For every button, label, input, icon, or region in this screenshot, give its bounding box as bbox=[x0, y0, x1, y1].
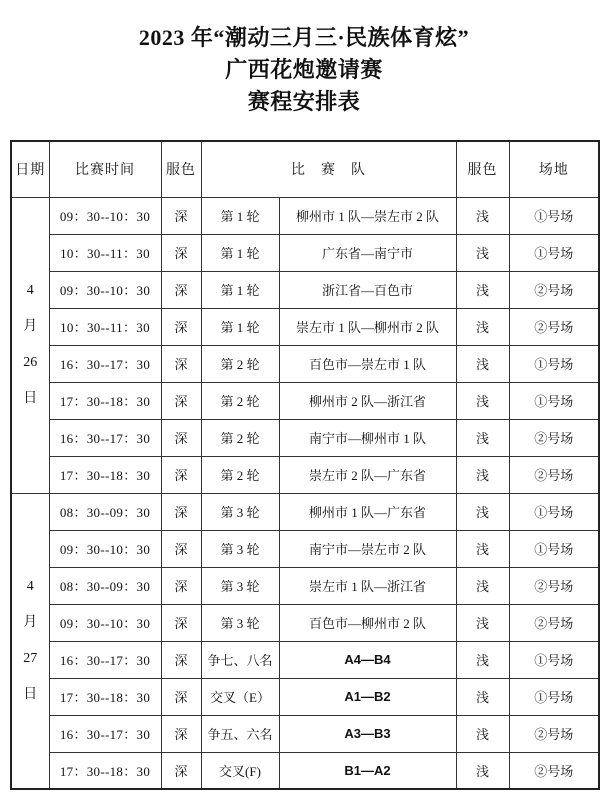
date-part: 月 bbox=[23, 319, 38, 334]
table-row bbox=[11, 308, 599, 345]
table-row bbox=[11, 456, 599, 493]
time-cell: 09：30--10：30 bbox=[49, 271, 161, 308]
teams-cell: 崇左市 1 队—浙江省 bbox=[279, 567, 456, 604]
venue-cell: ①号场 bbox=[509, 530, 599, 567]
venue-cell: ①号场 bbox=[509, 382, 599, 419]
document-title bbox=[0, 0, 608, 118]
away-color-cell: 浅 bbox=[456, 419, 509, 456]
table-row bbox=[11, 382, 599, 419]
teams-cell: 崇左市 1 队—柳州市 2 队 bbox=[279, 308, 456, 345]
home-color-cell: 深 bbox=[161, 345, 201, 382]
home-color-cell: 深 bbox=[161, 641, 201, 678]
home-color-cell: 深 bbox=[161, 419, 201, 456]
away-color-cell: 浅 bbox=[456, 752, 509, 789]
header-venue: 场地 bbox=[509, 141, 599, 197]
home-color-cell: 深 bbox=[161, 308, 201, 345]
title-line-2: 广西花炮邀请赛 bbox=[225, 57, 383, 82]
away-color-cell: 浅 bbox=[456, 271, 509, 308]
home-color-cell: 深 bbox=[161, 678, 201, 715]
venue-cell: ②号场 bbox=[509, 419, 599, 456]
round-cell: 第 1 轮 bbox=[201, 234, 279, 271]
teams-cell: 广东省—南宁市 bbox=[279, 234, 456, 271]
teams-cell: 南宁市—柳州市 1 队 bbox=[279, 419, 456, 456]
teams-cell: 崇左市 2 队—广东省 bbox=[279, 456, 456, 493]
round-cell: 第 3 轮 bbox=[201, 604, 279, 641]
home-color-cell: 深 bbox=[161, 604, 201, 641]
round-cell: 第 3 轮 bbox=[201, 530, 279, 567]
round-cell: 第 2 轮 bbox=[201, 382, 279, 419]
home-color-cell: 深 bbox=[161, 493, 201, 530]
away-color-cell: 浅 bbox=[456, 530, 509, 567]
teams-cell: 柳州市 1 队—广东省 bbox=[279, 493, 456, 530]
date-part: 月 bbox=[23, 614, 38, 630]
time-cell: 09：30--10：30 bbox=[49, 530, 161, 567]
venue-cell: ①号场 bbox=[509, 234, 599, 271]
round-cell: 第 3 轮 bbox=[201, 567, 279, 604]
date-part: 4 bbox=[26, 578, 34, 594]
venue-cell: ①号场 bbox=[509, 678, 599, 715]
home-color-cell: 深 bbox=[161, 456, 201, 493]
home-color-cell: 深 bbox=[161, 530, 201, 567]
time-cell: 08：30--09：30 bbox=[49, 493, 161, 530]
schedule-body bbox=[11, 197, 599, 789]
away-color-cell: 浅 bbox=[456, 493, 509, 530]
venue-cell: ②号场 bbox=[509, 308, 599, 345]
time-cell: 10：30--11：30 bbox=[49, 308, 161, 345]
venue-cell: ②号场 bbox=[509, 752, 599, 789]
round-cell: 第 2 轮 bbox=[201, 456, 279, 493]
venue-cell: ②号场 bbox=[509, 567, 599, 604]
teams-cell: 南宁市—崇左市 2 队 bbox=[279, 530, 456, 567]
header-date: 日期 bbox=[11, 141, 49, 197]
time-cell: 16：30--17：30 bbox=[49, 419, 161, 456]
table-row bbox=[11, 567, 599, 604]
time-cell: 08：30--09：30 bbox=[49, 567, 161, 604]
venue-cell: ②号场 bbox=[509, 604, 599, 641]
venue-cell: ②号场 bbox=[509, 456, 599, 493]
date-part: 日 bbox=[23, 391, 38, 406]
away-color-cell: 浅 bbox=[456, 641, 509, 678]
table-row bbox=[11, 493, 599, 530]
away-color-cell: 浅 bbox=[456, 715, 509, 752]
away-color-cell: 浅 bbox=[456, 382, 509, 419]
date-part: 27 bbox=[23, 650, 38, 666]
header-home-color: 服色 bbox=[161, 141, 201, 197]
venue-cell: ②号场 bbox=[509, 715, 599, 752]
title-line-1: 2023 年“潮动三月三·民族体育炫” bbox=[138, 25, 470, 50]
time-cell: 17：30--18：30 bbox=[49, 456, 161, 493]
table-row bbox=[11, 345, 599, 382]
away-color-cell: 浅 bbox=[456, 197, 509, 234]
home-color-cell: 深 bbox=[161, 197, 201, 234]
home-color-cell: 深 bbox=[161, 234, 201, 271]
date-cell bbox=[11, 493, 49, 789]
teams-cell: A1—B2 bbox=[279, 678, 456, 715]
table-row bbox=[11, 715, 599, 752]
schedule-table bbox=[10, 140, 600, 790]
date-part: 26 bbox=[23, 355, 38, 370]
round-cell: 交叉（E） bbox=[201, 678, 279, 715]
header-away-color: 服色 bbox=[456, 141, 509, 197]
time-cell: 16：30--17：30 bbox=[49, 715, 161, 752]
venue-cell: ①号场 bbox=[509, 641, 599, 678]
time-cell: 09：30--10：30 bbox=[49, 197, 161, 234]
home-color-cell: 深 bbox=[161, 382, 201, 419]
round-cell: 争五、六名 bbox=[201, 715, 279, 752]
home-color-cell: 深 bbox=[161, 271, 201, 308]
away-color-cell: 浅 bbox=[456, 604, 509, 641]
home-color-cell: 深 bbox=[161, 567, 201, 604]
venue-cell: ①号场 bbox=[509, 345, 599, 382]
away-color-cell: 浅 bbox=[456, 678, 509, 715]
home-color-cell: 深 bbox=[161, 715, 201, 752]
round-cell: 交叉(F) bbox=[201, 752, 279, 789]
table-row bbox=[11, 604, 599, 641]
round-cell: 第 2 轮 bbox=[201, 345, 279, 382]
table-row bbox=[11, 530, 599, 567]
away-color-cell: 浅 bbox=[456, 456, 509, 493]
away-color-cell: 浅 bbox=[456, 234, 509, 271]
table-header bbox=[11, 141, 599, 197]
teams-cell: 柳州市 2 队—浙江省 bbox=[279, 382, 456, 419]
date-part: 4 bbox=[26, 283, 34, 298]
table-row bbox=[11, 234, 599, 271]
round-cell: 第 1 轮 bbox=[201, 271, 279, 308]
time-cell: 16：30--17：30 bbox=[49, 345, 161, 382]
teams-cell: 百色市—崇左市 1 队 bbox=[279, 345, 456, 382]
table-row bbox=[11, 419, 599, 456]
teams-cell: B1—A2 bbox=[279, 752, 456, 789]
time-cell: 17：30--18：30 bbox=[49, 752, 161, 789]
away-color-cell: 浅 bbox=[456, 308, 509, 345]
home-color-cell: 深 bbox=[161, 752, 201, 789]
teams-cell: A3—B3 bbox=[279, 715, 456, 752]
title-line-3: 赛程安排表 bbox=[247, 89, 361, 114]
teams-cell: 浙江省—百色市 bbox=[279, 271, 456, 308]
table-row bbox=[11, 197, 599, 234]
time-cell: 16：30--17：30 bbox=[49, 641, 161, 678]
time-cell: 09：30--10：30 bbox=[49, 604, 161, 641]
teams-cell: 百色市—柳州市 2 队 bbox=[279, 604, 456, 641]
time-cell: 10：30--11：30 bbox=[49, 234, 161, 271]
venue-cell: ①号场 bbox=[509, 493, 599, 530]
time-cell: 17：30--18：30 bbox=[49, 678, 161, 715]
venue-cell: ①号场 bbox=[509, 197, 599, 234]
teams-cell: A4—B4 bbox=[279, 641, 456, 678]
date-cell bbox=[11, 197, 49, 493]
table-row bbox=[11, 752, 599, 789]
round-cell: 争七、八名 bbox=[201, 641, 279, 678]
table-row bbox=[11, 271, 599, 308]
round-cell: 第 1 轮 bbox=[201, 308, 279, 345]
venue-cell: ②号场 bbox=[509, 271, 599, 308]
time-cell: 17：30--18：30 bbox=[49, 382, 161, 419]
round-cell: 第 2 轮 bbox=[201, 419, 279, 456]
round-cell: 第 1 轮 bbox=[201, 197, 279, 234]
header-teams: 比 赛 队 bbox=[201, 141, 456, 197]
table-row bbox=[11, 678, 599, 715]
away-color-cell: 浅 bbox=[456, 567, 509, 604]
away-color-cell: 浅 bbox=[456, 345, 509, 382]
date-part: 日 bbox=[23, 686, 38, 702]
header-row bbox=[11, 141, 599, 197]
table-row bbox=[11, 641, 599, 678]
teams-cell: 柳州市 1 队—崇左市 2 队 bbox=[279, 197, 456, 234]
header-time: 比赛时间 bbox=[49, 141, 161, 197]
round-cell: 第 3 轮 bbox=[201, 493, 279, 530]
